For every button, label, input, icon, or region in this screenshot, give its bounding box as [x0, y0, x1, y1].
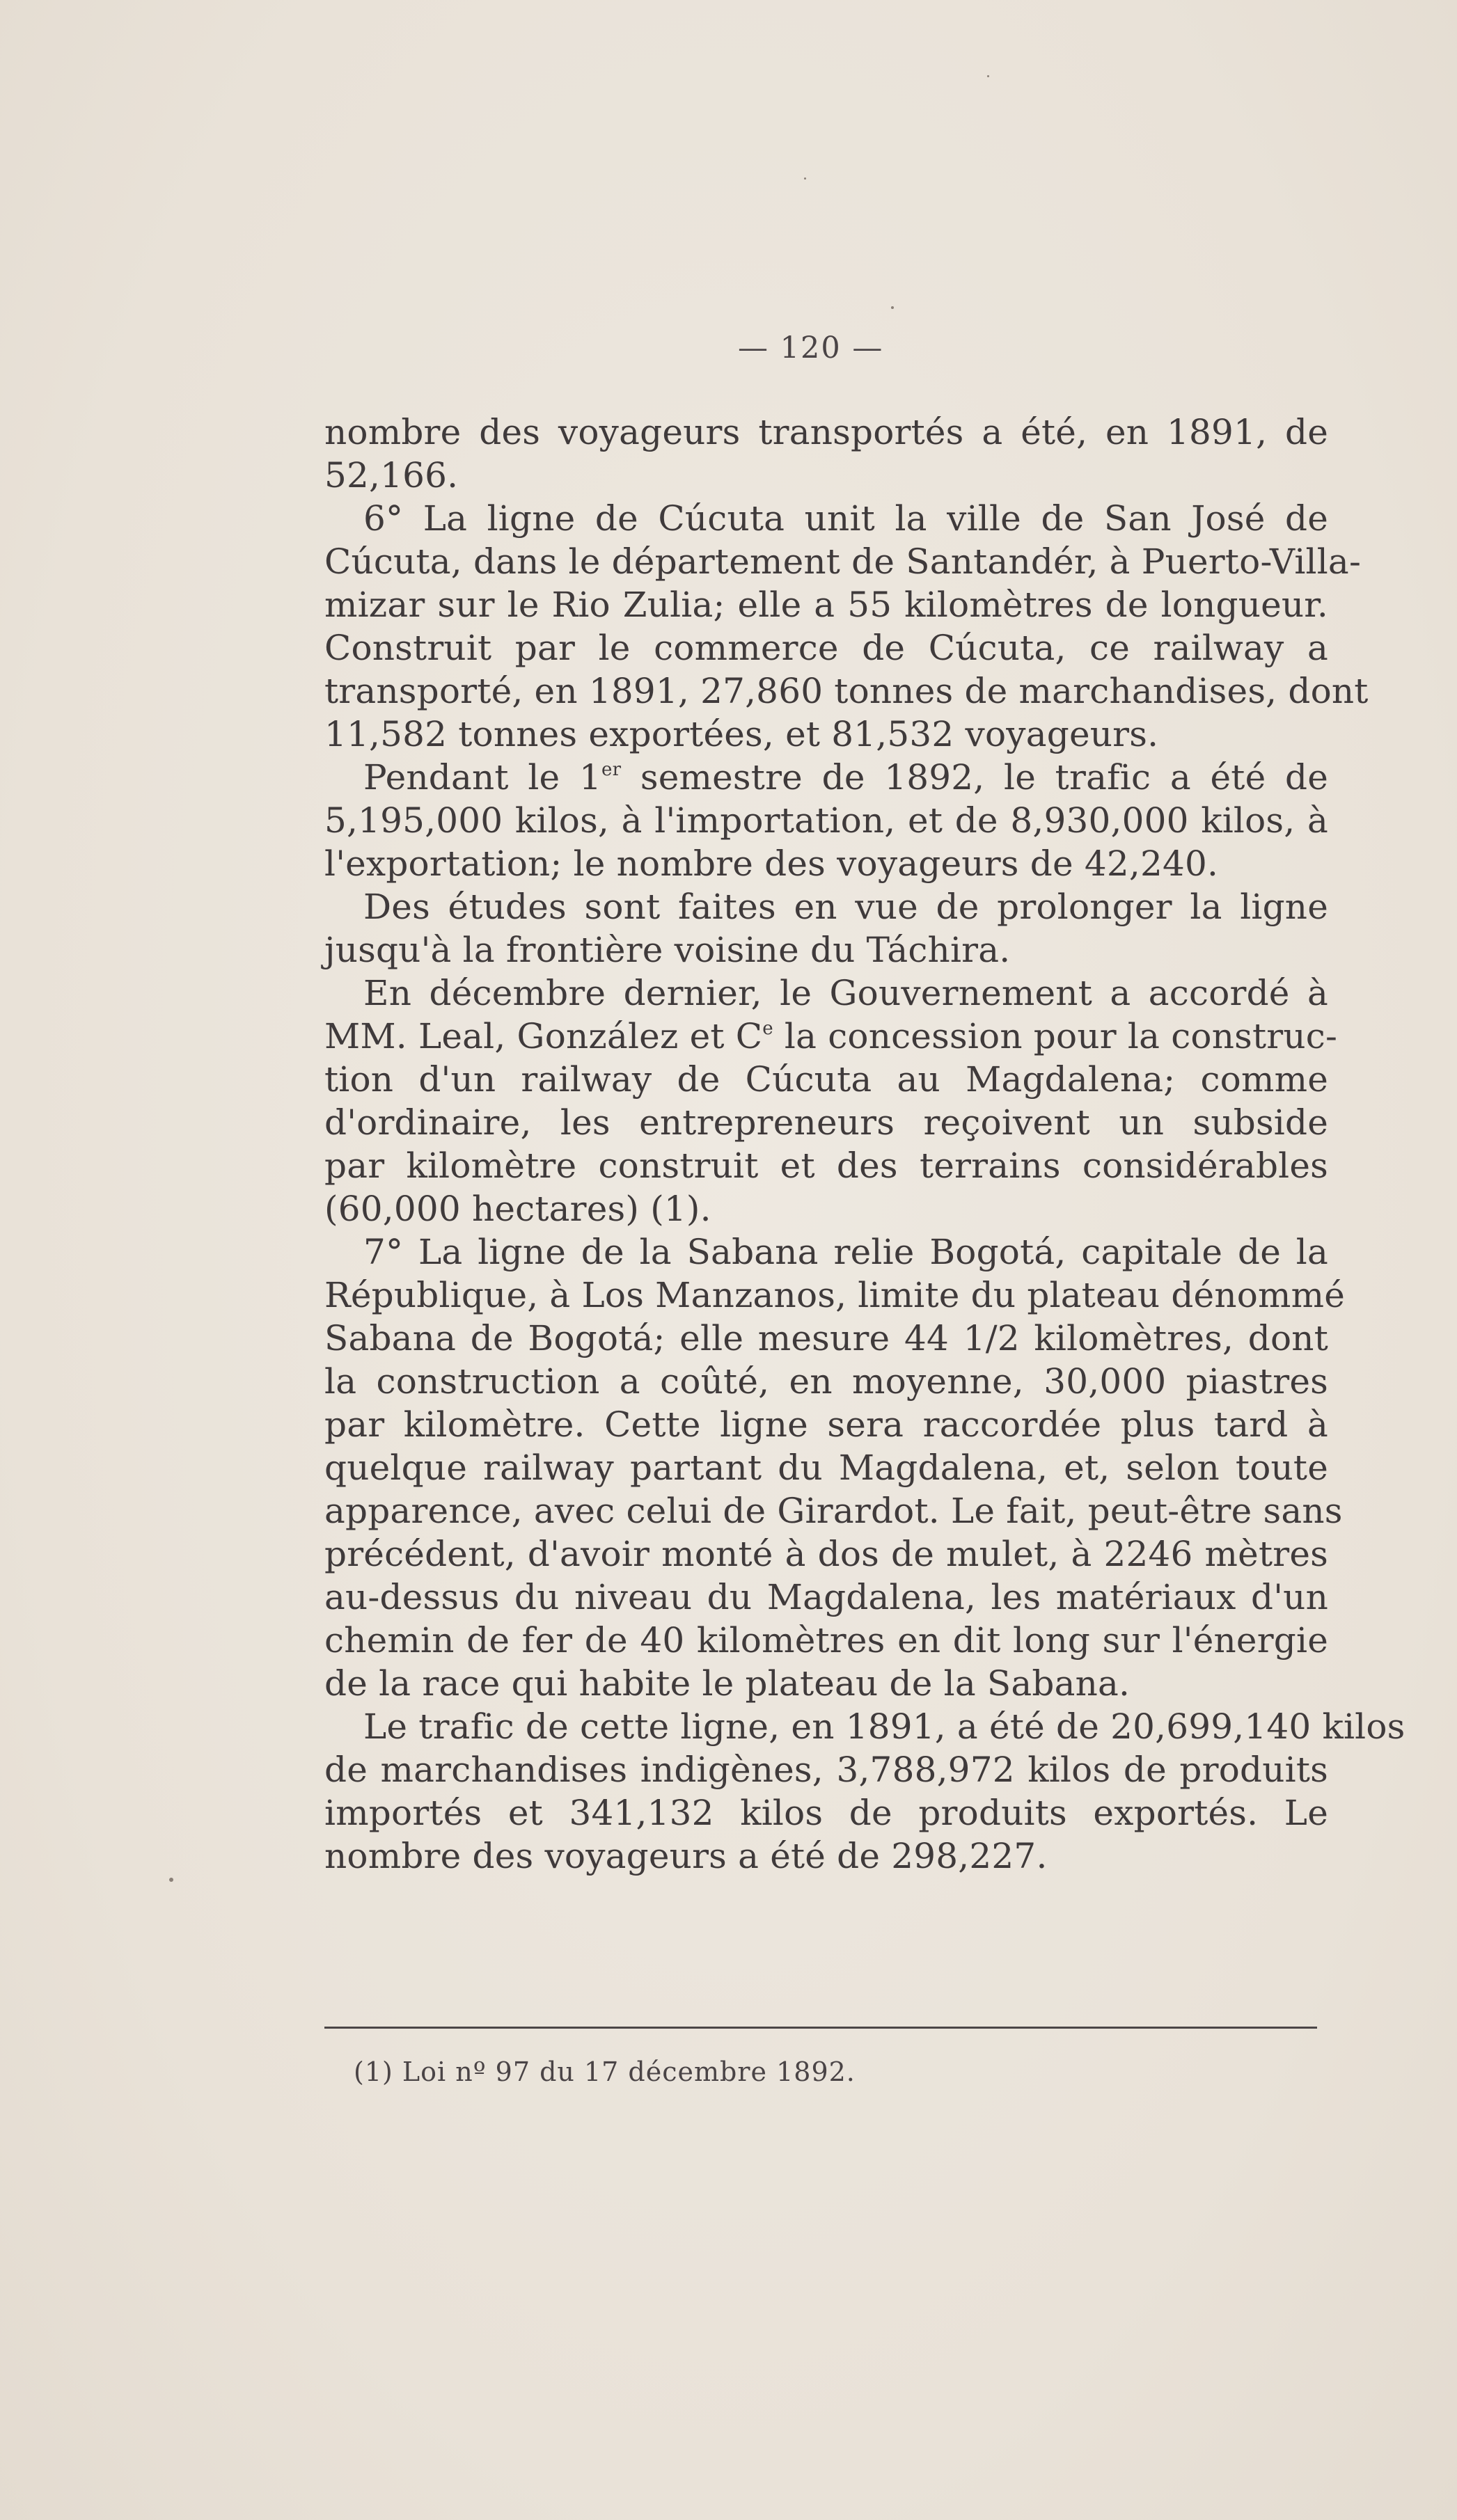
- text-line: précédent, d'avoir monté à dos de mulet, à 2246 mètres: [324, 1534, 1328, 1574]
- text-line: mizar sur le Rio Zulia; elle a 55 kilomètres de longueur.: [324, 585, 1328, 625]
- text-line: nombre des voyageurs a été de 298,227.: [324, 1836, 1048, 1876]
- text-line: la construction a coûté, en moyenne, 30,000 piastres: [324, 1361, 1328, 1402]
- text-line: par kilomètre. Cette ligne sera raccordée plus tard à: [324, 1404, 1328, 1445]
- text-fragment: semestre de 1892, le trafic a été de: [621, 757, 1328, 798]
- text-line: au-dessus du niveau du Magdalena, les matériaux d'un: [324, 1577, 1328, 1617]
- footnote-divider: [324, 2027, 1317, 2029]
- text-line: Sabana de Bogotá; elle mesure 44 1/2 kilomètres, dont: [324, 1318, 1328, 1358]
- text-line: (60,000 hectares) (1).: [324, 1189, 711, 1229]
- text-line: 6° La ligne de Cúcuta unit la ville de San José de: [363, 498, 1328, 539]
- text-line: Des études sont faites en vue de prolonger la ligne: [363, 887, 1328, 927]
- text-line: En décembre dernier, le Gouvernement a accordé à: [363, 973, 1328, 1013]
- text-line: l'exportation; le nombre des voyageurs de 42,240.: [324, 843, 1219, 884]
- page-number-header: — 120 —: [738, 331, 884, 365]
- text-fragment: MM. Leal, González et C: [324, 1016, 763, 1056]
- superscript: e: [762, 1018, 773, 1039]
- text-line: tion d'un railway de Cúcuta au Magdalena; comme: [324, 1059, 1328, 1100]
- text-line: Le trafic de cette ligne, en 1891, a été de 20,699,140 kilos: [363, 1706, 1405, 1747]
- text-line: [324, 1015, 1338, 1058]
- text-line: jusqu'à la frontière voisine du Táchira.: [324, 930, 1011, 970]
- text-line: 7° La ligne de la Sabana relie Bogotá, capitale de la: [363, 1232, 1328, 1272]
- text-fragment: la concession pour la construc-: [773, 1016, 1338, 1056]
- text-line: importés et 341,132 kilos de produits exportés. Le: [324, 1793, 1328, 1833]
- text-line: chemin de fer de 40 kilomètres en dit long sur l'énergie: [324, 1620, 1328, 1661]
- text-line: 52,166.: [324, 455, 459, 496]
- text-line: nombre des voyageurs transportés a été, en 1891, de: [324, 412, 1328, 452]
- text-line: 11,582 tonnes exportées, et 81,532 voyageurs.: [324, 714, 1159, 754]
- text-line: apparence, avec celui de Girardot. Le fait, peut-être sans: [324, 1491, 1343, 1531]
- text-line: de la race qui habite le plateau de la Sabana.: [324, 1663, 1131, 1704]
- text-line: République, à Los Manzanos, limite du plateau dénommé: [324, 1275, 1346, 1315]
- superscript: er: [601, 759, 622, 780]
- text-line: quelque railway partant du Magdalena, et, selon toute: [324, 1448, 1328, 1488]
- footnote: (1) Loi nº 97 du 17 décembre 1892.: [354, 2057, 856, 2087]
- text-line: de marchandises indigènes, 3,788,972 kilos de produits: [324, 1750, 1328, 1790]
- text-line: [324, 756, 1328, 799]
- text-line: par kilomètre construit et des terrains considérables: [324, 1146, 1328, 1186]
- text-fragment: Pendant le 1: [363, 757, 601, 798]
- main-text: [324, 411, 1405, 1878]
- text-line: transporté, en 1891, 27,860 tonnes de marchandises, dont: [324, 671, 1369, 711]
- text-line: d'ordinaire, les entrepreneurs reçoivent un subside: [324, 1102, 1328, 1143]
- text-line: Cúcuta, dans le département de Santandér, à Puerto-Villa-: [324, 541, 1362, 582]
- text-line: 5,195,000 kilos, à l'importation, et de 8,930,000 kilos, à: [324, 800, 1328, 841]
- text-line: Construit par le commerce de Cúcuta, ce railway a: [324, 628, 1328, 668]
